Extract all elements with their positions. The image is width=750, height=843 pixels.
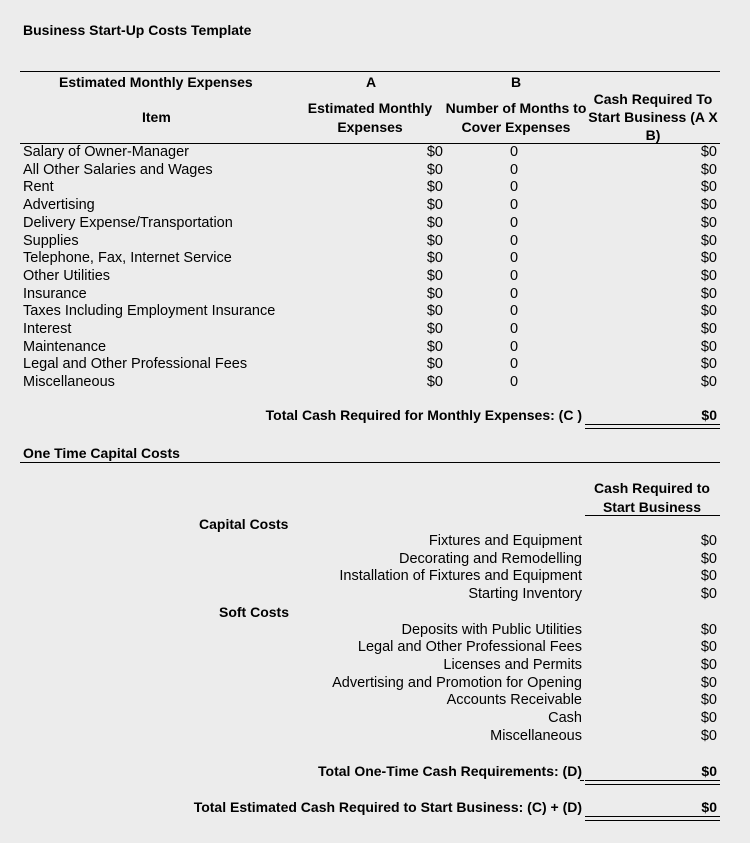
capital-item-label: Decorating and Remodelling [399, 550, 582, 567]
row-item: Advertising [23, 197, 95, 214]
list-item [0, 674, 750, 692]
row-cash-required: $0 [700, 197, 717, 214]
table-row [0, 373, 750, 391]
monthly-total-label: Total Cash Required for Monthly Expenses: (C ) [265, 407, 582, 423]
list-item [0, 727, 750, 745]
capital-total-label-rule [580, 780, 584, 781]
row-cash-required: $0 [700, 144, 717, 160]
row-item: Taxes Including Employment Insurance [23, 303, 276, 320]
soft-costs-label: Soft Costs [219, 604, 289, 620]
row-months: 0 [510, 285, 519, 302]
row-monthly-expense: $0 [426, 179, 443, 196]
grand-total-double-rule [585, 816, 720, 821]
col-b-header: Number of Months to Cover Expenses [445, 100, 587, 135]
row-months: 0 [510, 232, 519, 249]
capital-item-value: $0 [700, 586, 717, 603]
list-item [0, 638, 750, 656]
capital-col-header: Cash Required to Start Business [594, 480, 710, 515]
soft-item-value: $0 [700, 621, 717, 638]
soft-item-value: $0 [700, 639, 717, 656]
soft-item-label: Deposits with Public Utilities [401, 621, 582, 638]
table-row [0, 267, 750, 285]
item-column-header: Item [142, 109, 171, 125]
row-months: 0 [510, 303, 519, 320]
row-monthly-expense: $0 [426, 250, 443, 267]
table-row [0, 302, 750, 320]
capital-item-label: Fixtures and Equipment [428, 533, 582, 549]
row-months: 0 [510, 267, 519, 284]
table-row [0, 232, 750, 250]
table-row [0, 355, 750, 373]
row-cash-required: $0 [700, 267, 717, 284]
row-item: Rent [23, 179, 54, 196]
row-months: 0 [510, 197, 519, 214]
table-row [0, 320, 750, 338]
capital-item-value: $0 [700, 533, 717, 549]
row-months: 0 [510, 144, 519, 160]
row-monthly-expense: $0 [426, 197, 443, 214]
row-item: All Other Salaries and Wages [23, 161, 213, 178]
list-item [0, 567, 750, 585]
table-row [0, 161, 750, 179]
row-cash-required: $0 [700, 179, 717, 196]
row-item: Maintenance [23, 338, 107, 355]
page-title: Business Start-Up Costs Template [23, 22, 252, 38]
table-row [0, 214, 750, 232]
capital-total-double-rule [585, 780, 720, 785]
row-item: Other Utilities [23, 267, 111, 284]
list-item [0, 709, 750, 727]
col-b-letter: B [511, 74, 522, 90]
soft-item-value: $0 [700, 674, 717, 691]
list-item [0, 585, 750, 603]
list-item [0, 621, 750, 639]
row-item: Insurance [23, 285, 87, 302]
soft-item-label: Licenses and Permits [443, 656, 582, 673]
list-item [0, 656, 750, 674]
row-months: 0 [510, 214, 519, 231]
soft-item-label: Advertising and Promotion for Opening [332, 674, 582, 691]
col-a-letter: A [366, 74, 377, 90]
row-cash-required: $0 [700, 374, 717, 391]
row-cash-required: $0 [700, 338, 717, 355]
row-months: 0 [510, 356, 519, 373]
row-cash-required: $0 [700, 303, 717, 320]
capital-total-label: Total One-Time Cash Requirements: (D) [318, 763, 582, 779]
table-top-rule [20, 71, 720, 72]
row-monthly-expense: $0 [426, 338, 443, 355]
capital-section-rule [20, 462, 720, 463]
capital-col-header-rule [585, 515, 720, 516]
row-monthly-expense: $0 [426, 303, 443, 320]
row-monthly-expense: $0 [426, 161, 443, 178]
row-months: 0 [510, 321, 519, 337]
row-item: Legal and Other Professional Fees [23, 356, 248, 373]
capital-total-value: $0 [701, 763, 717, 779]
capital-item-label: Starting Inventory [468, 586, 582, 603]
monthly-header-label: Estimated Monthly Expenses [59, 74, 253, 90]
soft-item-label: Legal and Other Professional Fees [357, 639, 582, 656]
soft-item-value: $0 [700, 710, 717, 726]
row-item: Supplies [23, 232, 79, 249]
row-months: 0 [510, 250, 519, 267]
soft-item-value: $0 [700, 727, 717, 744]
grand-total-value: $0 [701, 799, 717, 815]
row-cash-required: $0 [700, 232, 717, 249]
row-monthly-expense: $0 [426, 144, 443, 160]
list-item [0, 532, 750, 550]
row-monthly-expense: $0 [426, 267, 443, 284]
row-cash-required: $0 [700, 356, 717, 373]
capital-item-value: $0 [700, 550, 717, 567]
monthly-total-double-rule [585, 424, 720, 429]
col-a-header: Estimated Monthly Expenses [307, 100, 433, 135]
table-row [0, 178, 750, 196]
table-row [0, 143, 750, 161]
row-months: 0 [510, 179, 519, 196]
list-item [0, 550, 750, 568]
row-cash-required: $0 [700, 161, 717, 178]
row-item: Salary of Owner-Manager [23, 144, 190, 160]
row-cash-required: $0 [700, 285, 717, 302]
row-monthly-expense: $0 [426, 285, 443, 302]
grand-total-label: Total Estimated Cash Required to Start Business: (C) + (D) [193, 799, 582, 815]
monthly-total-value: $0 [701, 407, 717, 423]
capital-item-value: $0 [700, 568, 717, 585]
col-c-header: Cash Required To Start Business (A X B) [588, 91, 718, 143]
row-monthly-expense: $0 [426, 214, 443, 231]
table-row [0, 196, 750, 214]
row-months: 0 [510, 338, 519, 355]
capital-item-label: Installation of Fixtures and Equipment [339, 568, 582, 585]
soft-item-label: Miscellaneous [490, 727, 582, 744]
row-item: Telephone, Fax, Internet Service [23, 250, 232, 267]
row-item: Interest [23, 321, 72, 337]
soft-item-value: $0 [700, 656, 717, 673]
table-row [0, 249, 750, 267]
list-item [0, 691, 750, 709]
soft-item-label: Cash [548, 710, 582, 726]
row-monthly-expense: $0 [426, 321, 443, 337]
capital-costs-label: Capital Costs [199, 516, 289, 532]
row-monthly-expense: $0 [426, 232, 443, 249]
row-monthly-expense: $0 [426, 374, 443, 391]
row-monthly-expense: $0 [426, 356, 443, 373]
row-item: Miscellaneous [23, 374, 115, 391]
capital-section-title: One Time Capital Costs [23, 445, 180, 461]
soft-item-label: Accounts Receivable [446, 692, 582, 709]
row-months: 0 [510, 374, 519, 391]
row-item: Delivery Expense/Transportation [23, 214, 233, 231]
row-cash-required: $0 [700, 214, 717, 231]
row-months: 0 [510, 161, 519, 178]
table-row [0, 285, 750, 303]
soft-item-value: $0 [700, 692, 717, 709]
row-cash-required: $0 [700, 250, 717, 267]
row-cash-required: $0 [700, 321, 717, 337]
table-row [0, 338, 750, 356]
